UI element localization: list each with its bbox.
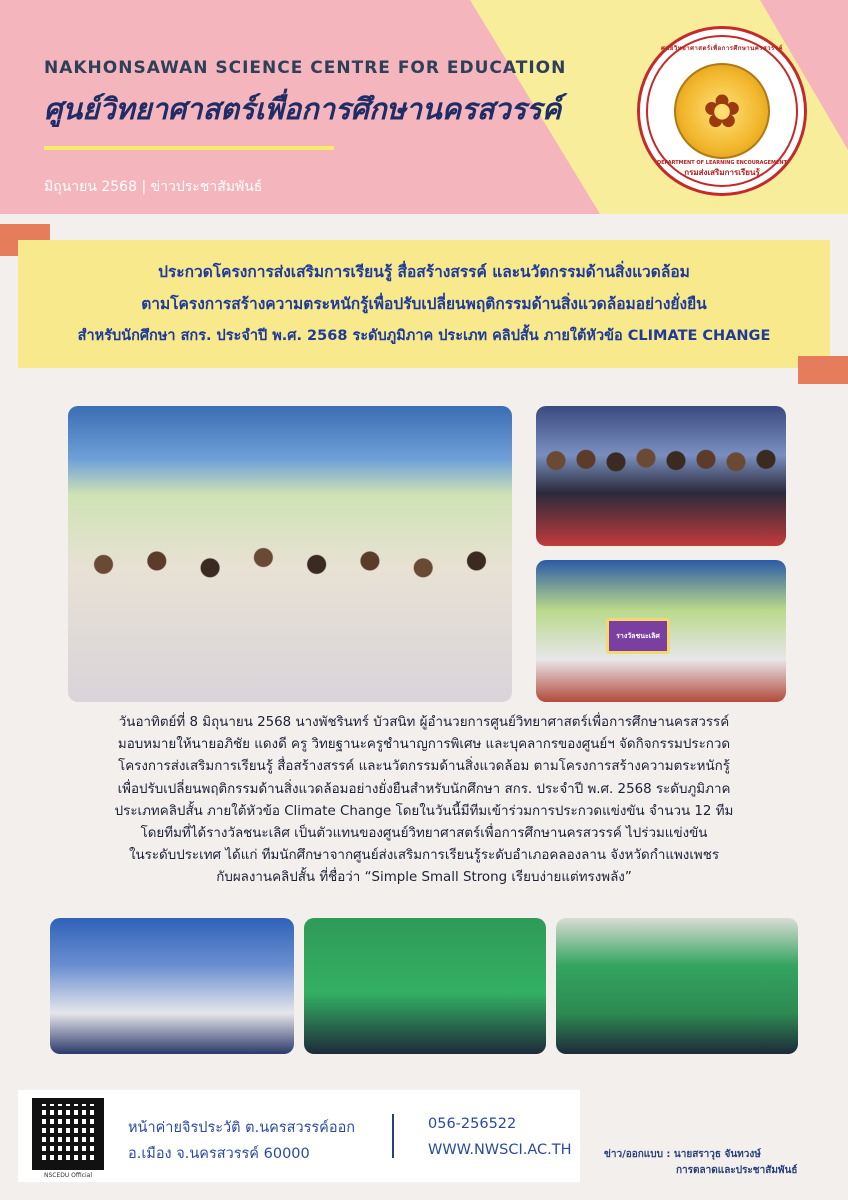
footer-divider <box>392 1114 394 1158</box>
address-line-1: หน้าค่ายจิรประวัติ ต.นครสวรรค์ออก <box>128 1120 356 1136</box>
headline-line-3: สำหรับนักศึกษา สกร. ประจำปี พ.ศ. 2568 ระดับภูมิภาค ประเภท คลิปสั้น ภายใต้หัวข้อ CLIMATE CHANGE <box>77 328 771 344</box>
logo-bottom-text <box>640 160 804 179</box>
body-line: วันอาทิตย์ที่ 8 มิถุนายน 2568 นางพัชรินทร์ บัวสนิท ผู้อำนวยการศูนย์วิทยาศาสตร์เพื่อการศึกษานครสวรรค์ <box>118 715 730 730</box>
photo-audience <box>50 918 294 1054</box>
logo-emblem-icon: ✿ <box>674 63 770 159</box>
body-line: ประเภทคลิปสั้น ภายใต้หัวข้อ Climate Change โดยในวันนี้มีทีมเข้าร่วมการประกวดแข่งขัน จำนวน 12 ทีม <box>114 803 734 819</box>
body-line: เพื่อปรับเปลี่ยนพฤติกรรมด้านสิ่งแวดล้อมอย่างยั่งยืนสำหรับนักศึกษา สกร. ประจำปี พ.ศ. 2568 ระดับภูมิภาค <box>117 781 731 797</box>
body-line: มอบหมายให้นายอภิชัย แดงดี ครู วิทยฐานะครูชำนาญการพิเศษ และบุคลากรของศูนย์ฯ จัดกิจกรรมประกวด <box>117 737 731 753</box>
headline-line-1: ประกวดโครงการส่งเสริมการเรียนรู้ สื่อสร้างสรรค์ และนวัตกรรมด้านสิ่งแวดล้อม <box>158 263 690 281</box>
group-people <box>68 530 512 702</box>
qr-code-label: NSCEDU Official <box>43 1172 93 1179</box>
body-line: ในระดับประเทศ ได้แก่ ทีมนักศึกษาจากศูนย์ส่งเสริมการเรียนรู้ระดับอำเภอคลองลาน จังหวัดกำแพงเพชร <box>128 848 720 864</box>
officials-people <box>536 448 786 511</box>
title-underline <box>44 146 334 150</box>
headline-banner <box>18 240 830 368</box>
phone-number: 056-256522 <box>428 1116 517 1132</box>
photo-green-screen-stage <box>304 918 546 1054</box>
news-body <box>60 712 788 890</box>
photo-green-room-judges <box>556 918 798 1054</box>
credit-author: ข่าว/ออกแบบ : นายสราวุธ จันทวงษ์ <box>604 1149 761 1160</box>
logo-ring-text: DEPARTMENT OF LEARNING ENCOURAGEMENT <box>656 160 787 166</box>
body-line: กับผลงานคลิปสั้น ที่ชื่อว่า “Simple Small Strong เรียบง่ายแต่ทรงพลัง” <box>216 870 632 886</box>
english-title: NAKHONSAWAN SCIENCE CENTRE FOR EDUCATION <box>44 58 567 78</box>
credit-department: การตลาดและประชาสัมพันธ์ <box>676 1165 798 1176</box>
logo-dept-text: กรมส่งเสริมการเรียนรู้ <box>684 168 760 177</box>
award-sign <box>606 618 670 654</box>
date-category: มิถุนายน 2568 | ข่าวประชาสัมพันธ์ <box>44 179 263 195</box>
headline-line-2: ตามโครงการสร้างความตระหนักรู้เพื่อปรับเปลี่ยนพฤติกรรมด้านสิ่งแวดล้อมอย่างยั่งยืน <box>141 295 707 313</box>
logo-top-text: ศูนย์วิทยาศาสตร์เพื่อการศึกษานครสวรรค์ <box>660 45 784 52</box>
thai-title: ศูนย์วิทยาศาสตร์เพื่อการศึกษานครสวรรค์ <box>44 92 562 126</box>
body-line: โครงการส่งเสริมการเรียนรู้ สื่อสร้างสรรค์ และนวัตกรรมด้านสิ่งแวดล้อม ตามโครงการสร้างความตระหนักรู้ <box>118 759 730 775</box>
address-line-2: อ.เมือง จ.นครสวรรค์ 60000 <box>128 1146 310 1162</box>
photo-officials-lineup <box>536 406 786 546</box>
website-link[interactable]: WWW.NWSCI.AC.TH <box>428 1142 572 1158</box>
department-logo <box>637 26 807 196</box>
body-line: โดยทีมที่ได้รางวัลชนะเลิศ เป็นตัวแทนของศูนย์วิทยาศาสตร์เพื่อการศึกษานครสวรรค์ ไปร่วมแข่งขัน <box>140 826 708 842</box>
accent-tab-right <box>798 356 848 384</box>
photo-award-presentation <box>536 560 786 702</box>
award-sign-text: รางวัลชนะเลิศ <box>616 632 660 640</box>
group-photo-main <box>68 406 512 702</box>
qr-code-icon[interactable] <box>32 1098 104 1170</box>
